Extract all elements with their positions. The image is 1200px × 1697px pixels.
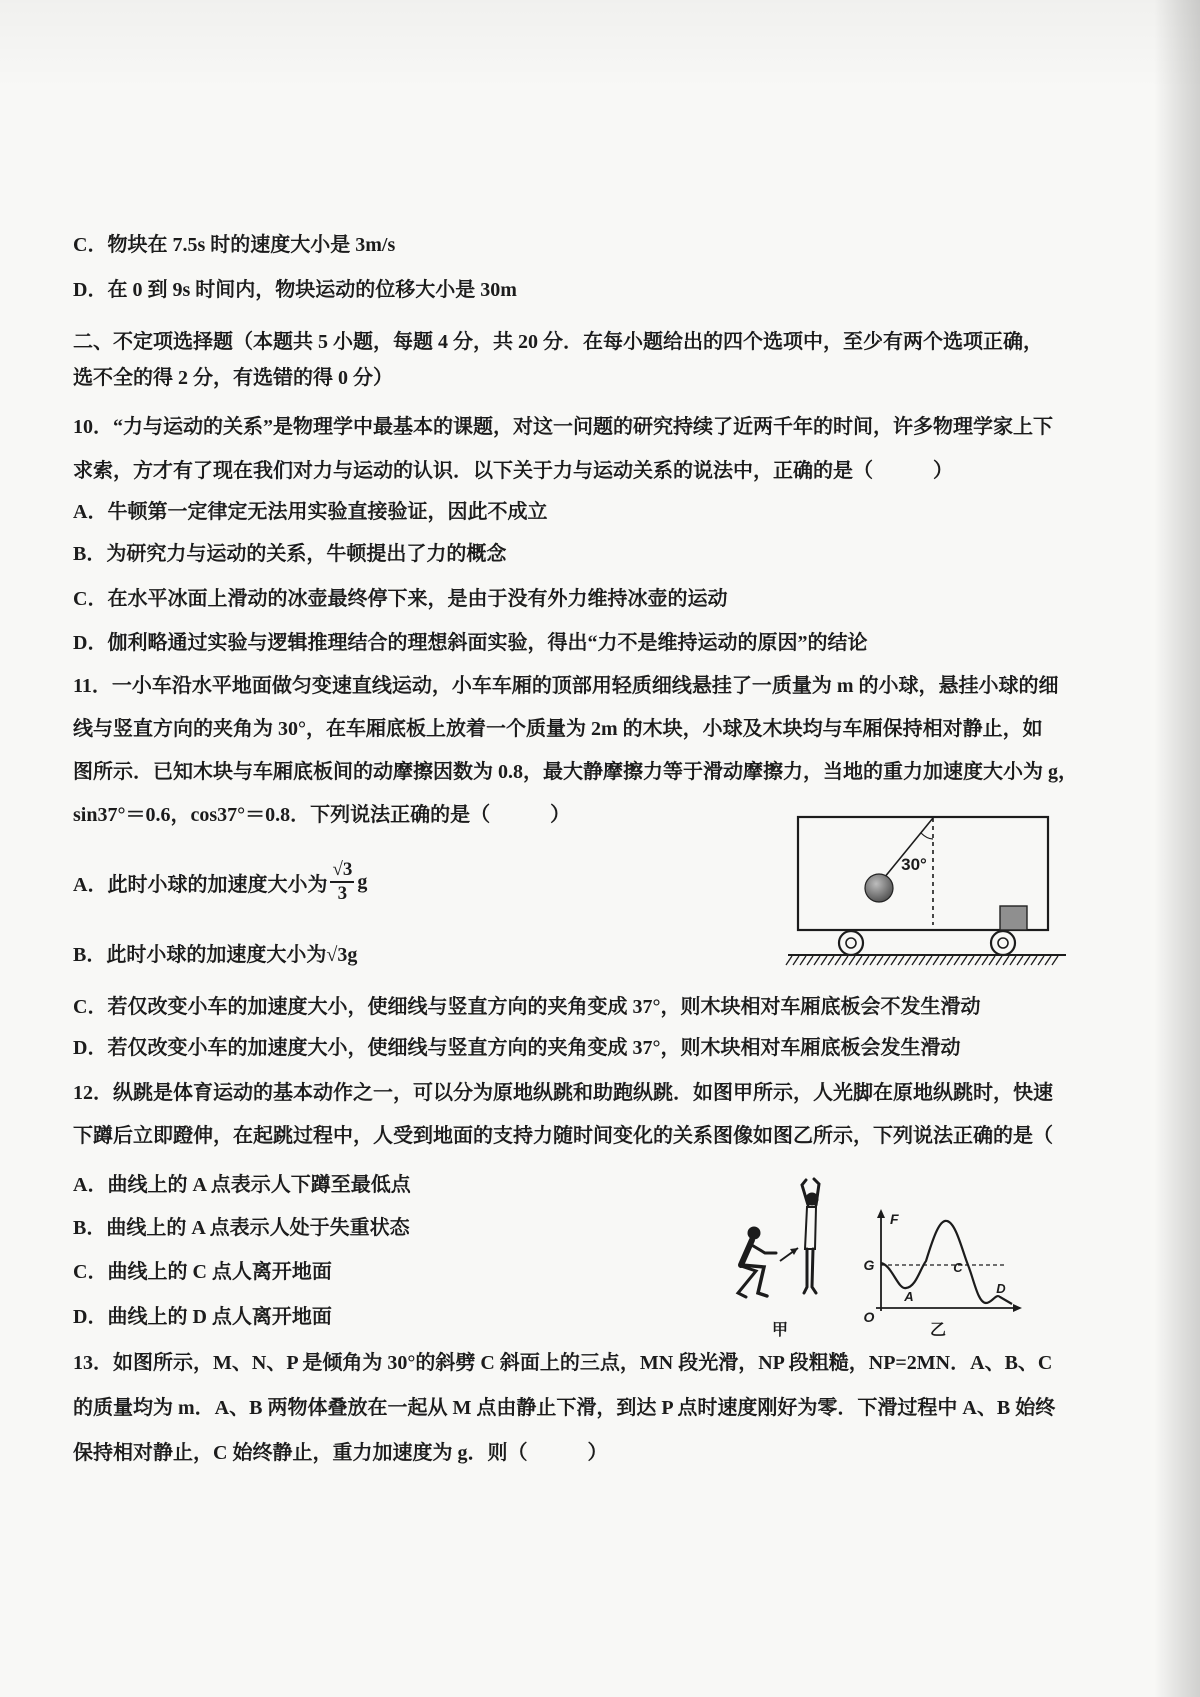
jumping-person-leg-right [812,1249,816,1293]
hatch-stroke [954,956,960,965]
q11-option-a-unit: g [357,870,368,893]
hatch-stroke [1038,956,1044,965]
hatch-stroke [870,956,876,965]
q11-option-c: C．若仅改变小车的加速度大小，使细线与竖直方向的夹角变成 37°，则木块相对车厢底板会不发生滑动 [73,996,981,1018]
hatch-stroke [884,956,890,965]
hatch-stroke [982,956,988,965]
hatch-stroke [800,956,806,965]
q9-option-d: D．在 0 到 9s 时间内，物块运动的位移大小是 30m [73,279,517,301]
hatch-stroke [919,956,925,965]
angle-arc [921,833,933,839]
crouching-person-head [748,1227,761,1240]
hatch-stroke [821,956,827,965]
scan-top-shade [0,0,1200,90]
hatch-stroke [933,956,939,965]
q10-stem-line-2: 求索，方才有了现在我们对力与运动的认识．以下关于力与运动关系的说法中，正确的是（ ） [73,460,953,482]
hatch-stroke [849,956,855,965]
hatch-stroke [828,956,834,965]
fraction-numerator: √3 [330,859,354,883]
hatch-stroke [1052,956,1058,965]
hatch-stroke [961,956,967,965]
hatch-stroke [1017,956,1023,965]
hatch-stroke [786,956,792,965]
hatch-stroke [856,956,862,965]
origin-label: O [863,1309,875,1325]
jumping-person-body [805,1207,816,1249]
hatch-stroke [912,956,918,965]
q10-option-b: B．为研究力与运动的关系，牛顿提出了力的概念 [73,543,507,565]
q13-stem-line-1: 13．如图所示，M、N、P 是倾角为 30°的斜劈 C 斜面上的三点，MN 段光滑，NP 段粗糙，NP=2MN．A、B、C [73,1352,1053,1374]
angle-label: 30° [901,855,927,874]
hatch-stroke [814,956,820,965]
hatch-stroke [905,956,911,965]
cart-figure [780,805,1080,973]
hatch-stroke [926,956,932,965]
weight-level-label: G [863,1257,875,1273]
wooden-block [1000,906,1027,930]
hatch-stroke [989,956,995,965]
q11-stem-line-3: 图所示．已知木块与车厢底板间的动摩擦因数为 0.8，最大静摩擦力等于滑动摩擦力，当地的重力加速度大小为 g， [73,761,1078,783]
q12-option-b: B．曲线上的 A 点表示人处于失重状态 [73,1217,410,1239]
section-two-heading-line-2: 选不全的得 2 分，有选错的得 0 分） [73,367,393,389]
hatch-stroke [877,956,883,965]
crouching-person-arm [750,1244,776,1253]
q9-option-c: C．物块在 7.5s 时的速度大小是 3m/s [73,234,396,256]
wheel-right [991,931,1015,955]
time-axis-arrow [1013,1304,1022,1312]
figure-label-jia: 甲 [771,1322,789,1339]
hatch-stroke [842,956,848,965]
q11-option-a [73,856,367,908]
hatch-stroke [996,956,1002,965]
q10-option-a: A．牛顿第一定律定无法用实验直接验证，因此不成立 [73,501,548,523]
hatch-stroke [1045,956,1051,965]
q10-option-c: C．在水平冰面上滑动的冰壶最终停下来，是由于没有外力维持冰壶的运动 [73,588,728,610]
hatch-stroke [1003,956,1009,965]
q11-stem-line-4: sin37°＝0.6，cos37°＝0.8．下列说法正确的是（ ） [73,804,571,826]
q10-stem-line-1: 10．“力与运动的关系”是物理学中最基本的课题，对这一问题的研究持续了近两千年的时间，许多物理学家上下 [73,416,1053,438]
scan-edge-shade [1154,0,1200,1697]
hatch-stroke [975,956,981,965]
q11-stem-line-1: 11．一小车沿水平地面做匀变速直线运动，小车车厢的顶部用轻质细线悬挂了一质量为 m 的小球，悬挂小球的细 [73,675,1059,697]
q12-option-c: C．曲线上的 C 点人离开地面 [73,1261,332,1283]
q13-stem-line-2: 的质量均为 m．A、B 两物体叠放在一起从 M 点由静止下滑，到达 P 点时速度刚好为零．下滑过程中 A、B 始终 [73,1397,1056,1419]
hatch-stroke [947,956,953,965]
curve-point-d-label: D [996,1281,1006,1296]
hatch-stroke [1024,956,1030,965]
curve-point-c-label: C [953,1260,963,1275]
fraction-denominator: 3 [337,883,348,904]
q11-option-b: B．此时小球的加速度大小为√3g [73,944,358,966]
q12-option-d: D．曲线上的 D 点人离开地面 [73,1306,332,1328]
jumping-person [802,1179,819,1293]
ground-hatching [786,956,1058,965]
q13-stem-line-3: 保持相对静止，C 始终静止，重力加速度为 g．则（ ） [73,1442,608,1464]
jumping-person-arm-left [802,1180,808,1205]
hatch-stroke [898,956,904,965]
q11-option-a-text: A．此时小球的加速度大小为 [73,873,328,896]
q12-stem-line-1: 12．纵跳是体育运动的基本动作之一，可以分为原地纵跳和助跑纵跳．如图甲所示，人光脚在原地纵跳时，快速 [73,1082,1053,1104]
hatch-stroke [793,956,799,965]
q12-option-a: A．曲线上的 A 点表示人下蹲至最低点 [73,1174,411,1196]
force-axis-label: F [890,1211,899,1227]
hanging-ball [865,874,893,902]
q10-option-d: D．伽利略通过实验与逻辑推理结合的理想斜面实验，得出“力不是维持运动的原因”的结论 [73,632,868,654]
q12-stem-line-2: 下蹲后立即蹬伸，在起跳过程中，人受到地面的支持力随时间变化的关系图像如图乙所示，下列说法正确的是（ [73,1125,1053,1147]
hatch-stroke [891,956,897,965]
figure-label-yi: 乙 [929,1322,947,1339]
curve-point-a-label: A [904,1289,914,1304]
jumping-person-leg-left [804,1249,807,1293]
q11-option-d: D．若仅改变小车的加速度大小，使细线与竖直方向的夹角变成 37°，则木块相对车厢底板会发生滑动 [73,1037,961,1059]
hatch-stroke [940,956,946,965]
crouching-person [738,1227,776,1298]
wheel-left [839,931,863,955]
jump-figure [700,1175,1040,1340]
section-two-heading-line-1: 二、不定项选择题（本题共 5 小题，每题 4 分，共 20 分．在每小题给出的四个选项中，至少有两个选项正确， [73,331,1043,353]
hatch-stroke [1010,956,1016,965]
hatch-stroke [835,956,841,965]
hatch-stroke [863,956,869,965]
hatch-stroke [807,956,813,965]
force-axis-arrow [877,1209,885,1218]
crouching-person-leg-back [738,1266,756,1297]
q11-stem-line-2: 线与竖直方向的夹角为 30°，在车厢底板上放着一个质量为 2m 的木块，小球及木块均与车厢保持相对静止，如 [73,718,1043,740]
hatch-stroke [1031,956,1037,965]
q11-option-a-fraction [330,859,354,905]
force-time-curve [881,1221,1012,1304]
hatch-stroke [968,956,974,965]
